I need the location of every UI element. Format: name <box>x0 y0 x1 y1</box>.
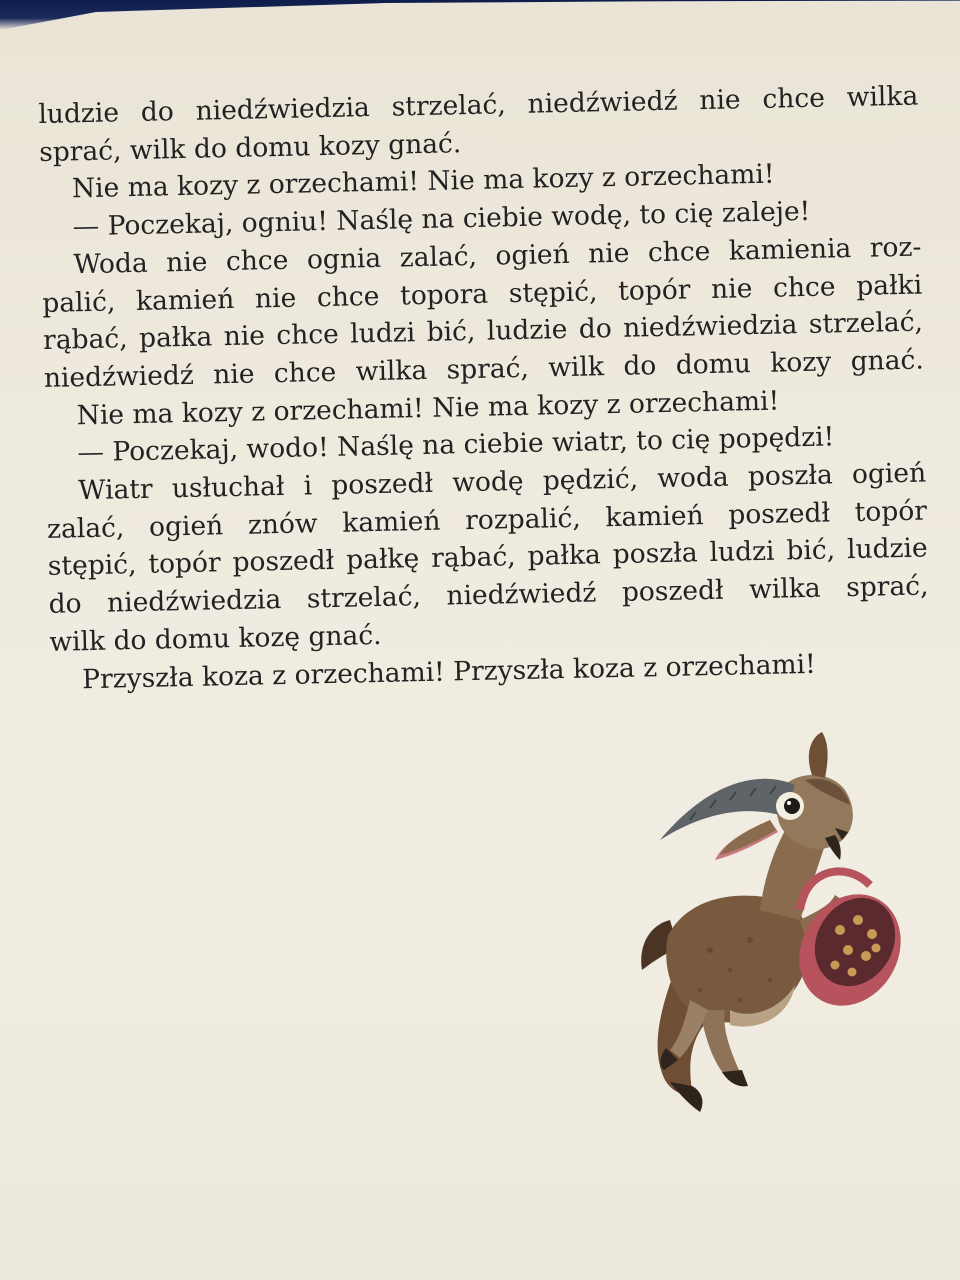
text-line: palić, kamień nie chce topora stępić, topór nie chce pałki <box>42 269 923 319</box>
text-line: Nie ma kozy z orzechami! Nie ma kozy z orzechami! <box>71 159 775 205</box>
text-line: — Poczekaj, ogniu! Naślę na ciebie wodę, to cię zaleje! <box>72 195 811 243</box>
text-line: rąbać, pałka nie chce ludzi bić, ludzie do niedźwiedzia strzelać, <box>42 306 924 357</box>
goat-with-basket-illustration <box>630 720 920 1130</box>
text-line: — Poczekaj, wodo! Naślę na ciebie wiatr, to cię popędzi! <box>77 421 835 469</box>
text-line: Woda nie chce ognia zalać, ogień nie chce kamienia roz- <box>73 231 922 281</box>
text-line: wilk do domu kozę gnać. <box>49 619 382 658</box>
goat-ear <box>809 732 828 778</box>
text-line: Wiatr usłuchał i poszedł wodę pędzić, woda poszła ogień <box>77 457 927 507</box>
text-line: do niedźwiedzia strzelać, niedźwiedź poszedł wilka sprać, <box>48 570 929 621</box>
text-line: stępić, topór poszedł pałkę rąbać, pałka poszła ludzi bić, ludzie <box>47 532 928 583</box>
text-line: zalać, ogień znów kamień rozpalić, kamień poszedł topór <box>46 495 928 545</box>
text-line: niedźwiedź nie chce wilka sprać, wilk do domu kozy gnać. <box>43 344 925 394</box>
text-line: sprać, wilk do domu kozy gnać. <box>38 127 462 168</box>
text-line: ludzie do niedźwiedzia strzelać, niedźwiedź nie chce wilka <box>38 80 919 130</box>
goat-front-hoof <box>722 1070 748 1086</box>
text-line: Nie ma kozy z orzechami! Nie ma kozy z orzechami! <box>76 385 780 431</box>
goat-hind-hoof <box>670 1082 702 1112</box>
text-line: Przyszła koza z orzechami! Przyszła koza z orzechami! <box>81 648 817 695</box>
book-cover-edge <box>0 0 960 30</box>
story-text <box>38 78 930 700</box>
